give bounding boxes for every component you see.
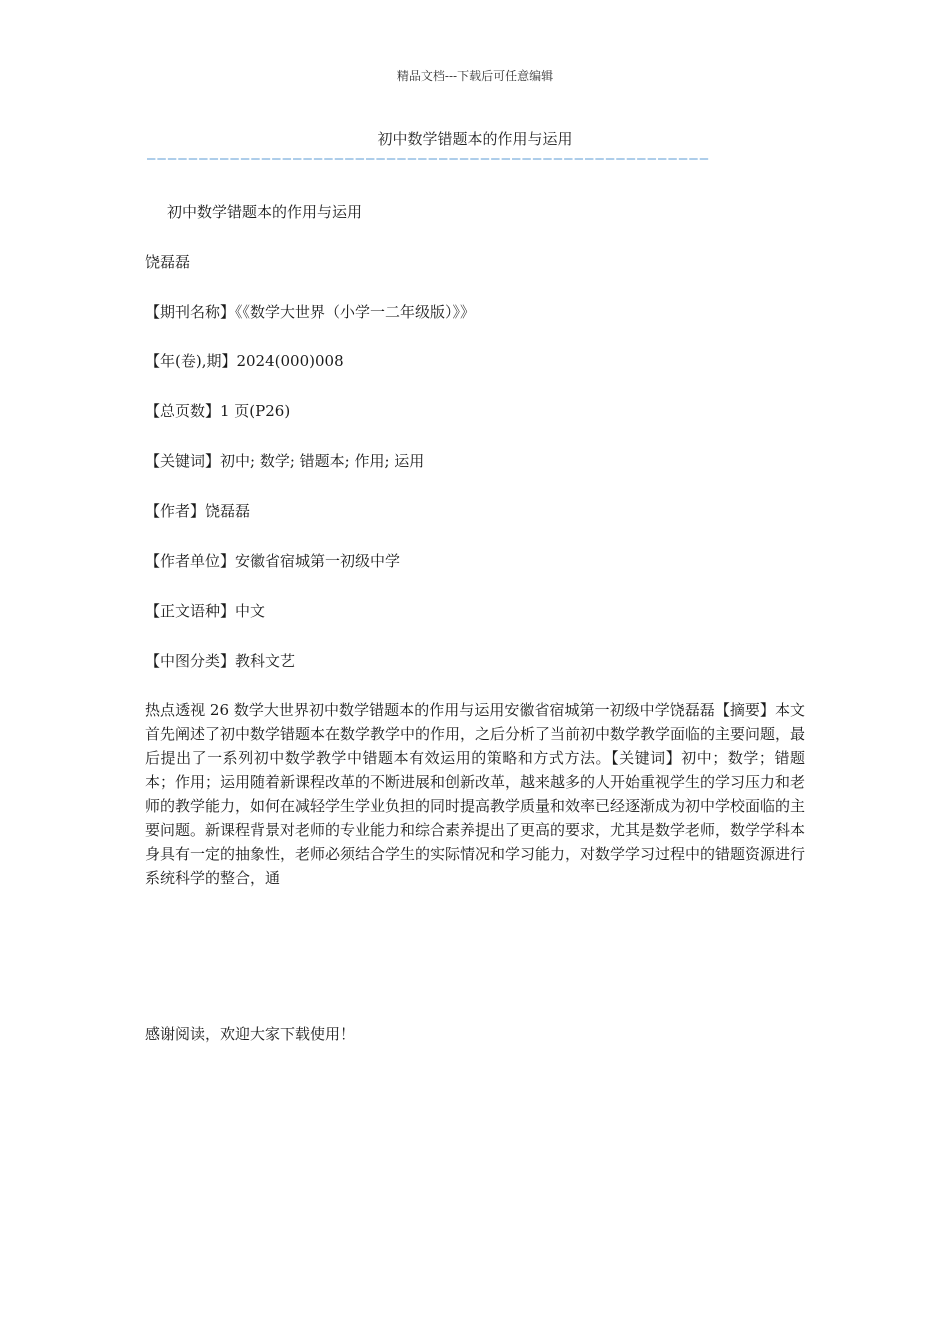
meta-journal: 【期刊名称】《《数学大世界（小学一二年级版）》》 <box>145 303 476 321</box>
body-paragraph: 热点透视 26 数学大世界初中数学错题本的作用与运用安徽省宿城第一初级中学饶磊磊【摘要】本文首先阐述了初中数学错题本在数学教学中的作用，之后分析了当前初中数学教学面临的主要问题，最后提出了一系列初中数学教学中错题本有效运用的策略和方式方法。【关键词】初中；数学；错题本；作用；运用随着新课程改革的不断进展和创新改革，越来越多的人开始重视学生的学习压力和老师的教学能力，如何在减轻学生学业负担的同时提高教学质量和效率已经逐渐成为初中学校面临的主要问题。新课程背景对老师的专业能力和综合素养提出了更高的要求，尤其是数学老师，数学学科本身具有一定的抽象性，老师必须结合学生的实际情况和学习能力，对数学学习过程中的错题资源进行系统科学的整合，通 <box>145 701 806 887</box>
meta-author: 【作者】饶磊磊 <box>145 502 251 520</box>
meta-volume: 【年(卷),期】2024(000)008 <box>145 352 344 370</box>
thanks-note: 感谢阅读，欢迎大家下载使用！ <box>145 1025 356 1043</box>
meta-pages: 【总页数】1 页(P26) <box>145 402 291 420</box>
meta-keywords: 【关键词】初中; 数学; 错题本; 作用; 运用 <box>145 452 425 470</box>
meta-affiliation: 【作者单位】安徽省宿城第一初级中学 <box>145 552 401 570</box>
article-heading: 初中数学错题本的作用与运用 <box>167 203 363 221</box>
author-line: 饶磊磊 <box>145 253 191 271</box>
document-title: 初中数学错题本的作用与运用 <box>377 130 573 148</box>
meta-classification: 【中图分类】教科文艺 <box>145 652 296 670</box>
title-divider: —————————————————————————————————————————————————————— <box>147 153 711 165</box>
header-note: 精品文档---下载后可任意编辑 <box>396 69 554 83</box>
meta-language: 【正文语种】中文 <box>145 602 266 620</box>
